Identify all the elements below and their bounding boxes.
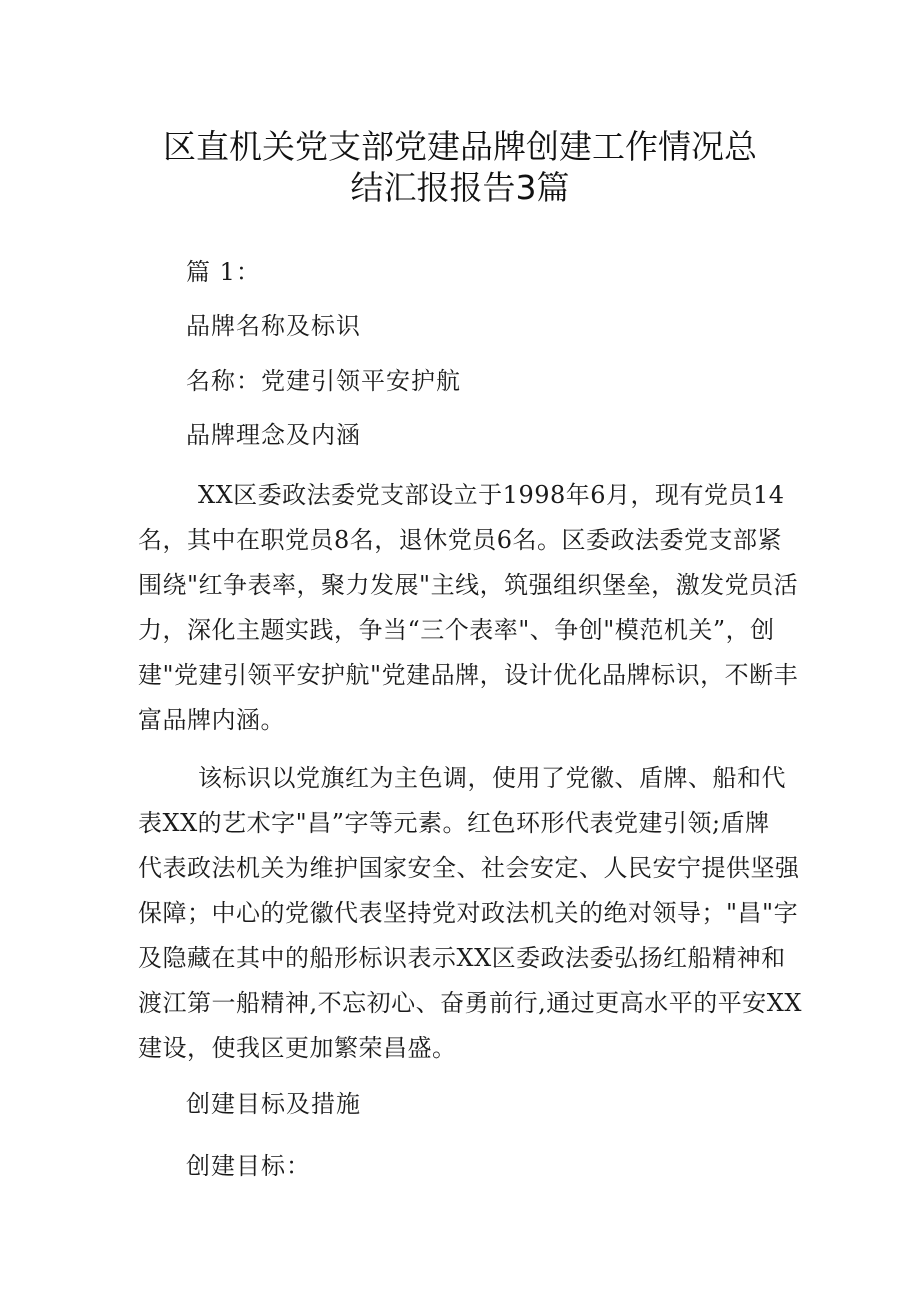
paragraph-line: 力，深化主题实践，争当“三个表率"、争创"模范机关”，创 [138, 616, 775, 644]
paragraph-line: 及隐藏在其中的船形标识表示XX区委政法委弘扬红船精神和 [138, 944, 786, 972]
paragraph-line: XX区委政法委党支部设立于1998年6月，现有党员14 [198, 481, 785, 509]
document-title-line1: 区直机关党支部党建品牌创建工作情况总 [163, 127, 757, 166]
heading-goal: 创建目标及措施 [186, 1090, 361, 1118]
paragraph-line: 表XX的艺术字"昌”字等元素。红色环形代表党建引领;盾牌 [138, 809, 770, 837]
paragraph-line: 保障；中心的党徽代表坚持党对政法机关的绝对领导；"昌"字 [138, 899, 799, 927]
section-label: 篇 1： [186, 258, 261, 286]
paragraph-line: 围绕"红争表率，聚力发展"主线，筑强组织堡垒，激发党员活 [138, 571, 799, 599]
paragraph-line: 建"党建引领平安护航"党建品牌，设计优化品牌标识，不断丰 [138, 661, 799, 689]
paragraph-line: 渡江第一船精神,不忘初心、奋勇前行,通过更高水平的平安XX [138, 989, 802, 1017]
paragraph-line: 代表政法机关为维护国家安全、社会安定、人民安宁提供坚强 [138, 854, 800, 882]
paragraph-line: 该标识以党旗红为主色调，使用了党徽、盾牌、船和代 [198, 764, 786, 792]
heading-concept: 品牌理念及内涵 [186, 421, 361, 449]
brand-name: 名称：党建引领平安护航 [186, 367, 461, 395]
document-title-line2: 结汇报报告3篇 [350, 168, 570, 207]
goal-label: 创建目标： [186, 1152, 311, 1180]
paragraph-concept [138, 473, 798, 743]
heading-brand: 品牌名称及标识 [186, 312, 361, 340]
paragraph-line: 建设，使我区更加繁荣昌盛。 [138, 1034, 457, 1062]
paragraph-logo [138, 756, 802, 1071]
paragraph-line: 名，其中在职党员8名，退休党员6名。区委政法委党支部紧 [138, 526, 783, 554]
paragraph-line: 富品牌内涵。 [138, 706, 285, 734]
